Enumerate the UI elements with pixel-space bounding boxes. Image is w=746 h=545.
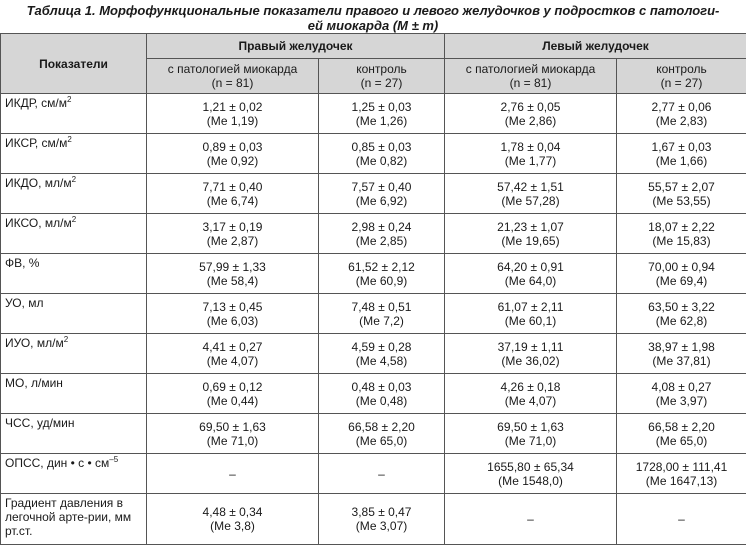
cell-median: (Ме 4,07): [151, 354, 314, 368]
cell-median: (Ме 0,44): [151, 394, 314, 408]
row-label-text: ИКСР, см/м: [5, 136, 67, 150]
subheader-label: контроль: [621, 62, 742, 76]
cell-mean: –: [621, 512, 742, 526]
cell-mean: 57,99 ± 1,33: [151, 260, 314, 274]
cell-mean: 69,50 ± 1,63: [449, 420, 612, 434]
value-cell: [445, 174, 617, 214]
cell-mean: 69,50 ± 1,63: [151, 420, 314, 434]
row-label: [1, 134, 147, 174]
cell-mean: 7,57 ± 0,40: [323, 180, 440, 194]
cell-median: (Ме 1647,13): [621, 474, 742, 488]
value-cell: [617, 254, 746, 294]
value-cell: [617, 94, 746, 134]
cell-median: (Ме 53,55): [621, 194, 742, 208]
row-label: [1, 454, 147, 494]
value-cell: [617, 334, 746, 374]
value-cell: [147, 174, 319, 214]
value-cell: [147, 134, 319, 174]
cell-mean: 0,89 ± 0,03: [151, 140, 314, 154]
cell-mean: 18,07 ± 2,22: [621, 220, 742, 234]
table-caption: [0, 0, 746, 33]
row-label: [1, 334, 147, 374]
subheader-n: (n = 27): [323, 76, 440, 90]
value-cell: [445, 214, 617, 254]
value-cell: [147, 94, 319, 134]
table-row: [1, 214, 746, 254]
table-row: [1, 334, 746, 374]
table-row: [1, 94, 746, 134]
subheader-2: [319, 59, 445, 94]
cell-median: (Ме 1,19): [151, 114, 314, 128]
row-label-text: ЧСС, уд/мин: [5, 416, 75, 430]
row-label-text: МО, л/мин: [5, 376, 63, 390]
cell-median: (Ме 60,9): [323, 274, 440, 288]
cell-mean: 37,19 ± 1,11: [449, 340, 612, 354]
cell-median: (Ме 0,82): [323, 154, 440, 168]
table-row: [1, 494, 746, 545]
row-label: [1, 414, 147, 454]
value-cell: [147, 254, 319, 294]
value-cell: [445, 454, 617, 494]
value-cell: [617, 454, 746, 494]
value-cell: [445, 94, 617, 134]
cell-mean: 64,20 ± 0,91: [449, 260, 612, 274]
cell-median: (Ме 6,03): [151, 314, 314, 328]
cell-median: (Ме 0,48): [323, 394, 440, 408]
cell-median: (Ме 1548,0): [449, 474, 612, 488]
table-row: [1, 454, 746, 494]
cell-mean: 61,52 ± 2,12: [323, 260, 440, 274]
caption-line-1: Таблица 1. Морфофункциональные показатели правого и левого желудочков у подростков с патологи-: [4, 3, 742, 18]
cell-median: (Ме 4,58): [323, 354, 440, 368]
cell-median: (Ме 0,92): [151, 154, 314, 168]
cell-mean: 63,50 ± 3,22: [621, 300, 742, 314]
data-table: [0, 33, 746, 545]
cell-mean: 1,78 ± 0,04: [449, 140, 612, 154]
value-cell: [147, 414, 319, 454]
cell-mean: 1,67 ± 0,03: [621, 140, 742, 154]
value-cell: [617, 174, 746, 214]
subheader-label: контроль: [323, 62, 440, 76]
row-label-superscript: 2: [72, 175, 76, 184]
value-cell: [319, 414, 445, 454]
cell-mean: 2,76 ± 0,05: [449, 100, 612, 114]
table-row: [1, 294, 746, 334]
row-label-text: ФВ, %: [5, 256, 39, 270]
row-label: [1, 254, 147, 294]
cell-median: (Ме 36,02): [449, 354, 612, 368]
cell-mean: –: [323, 467, 440, 481]
value-cell: [445, 414, 617, 454]
cell-mean: 38,97 ± 1,98: [621, 340, 742, 354]
subheader-1: [147, 59, 319, 94]
value-cell: [445, 134, 617, 174]
cell-median: (Ме 1,66): [621, 154, 742, 168]
cell-mean: 4,41 ± 0,27: [151, 340, 314, 354]
row-label-superscript: 2: [67, 135, 71, 144]
row-label: [1, 214, 147, 254]
value-cell: [617, 294, 746, 334]
value-cell: [319, 214, 445, 254]
cell-median: (Ме 65,0): [323, 434, 440, 448]
value-cell: [319, 134, 445, 174]
row-label-text: УО, мл: [5, 296, 43, 310]
cell-median: (Ме 57,28): [449, 194, 612, 208]
row-label: [1, 374, 147, 414]
cell-median: (Ме 37,81): [621, 354, 742, 368]
cell-mean: 7,13 ± 0,45: [151, 300, 314, 314]
cell-mean: 4,48 ± 0,34: [151, 505, 314, 519]
cell-median: (Ме 3,07): [323, 519, 440, 533]
table-row: [1, 374, 746, 414]
cell-median: (Ме 62,8): [621, 314, 742, 328]
value-cell: [445, 334, 617, 374]
cell-median: (Ме 60,1): [449, 314, 612, 328]
cell-mean: 4,08 ± 0,27: [621, 380, 742, 394]
row-label: [1, 494, 147, 545]
table-row: [1, 414, 746, 454]
cell-mean: 3,17 ± 0,19: [151, 220, 314, 234]
row-label: [1, 94, 147, 134]
row-label: [1, 294, 147, 334]
cell-mean: 2,98 ± 0,24: [323, 220, 440, 234]
subheader-label: с патологией миокарда: [449, 62, 612, 76]
cell-median: (Ме 2,87): [151, 234, 314, 248]
value-cell: [617, 214, 746, 254]
row-label-superscript: 2: [67, 95, 71, 104]
cell-mean: –: [151, 467, 314, 481]
cell-median: (Ме 58,4): [151, 274, 314, 288]
cell-mean: 55,57 ± 2,07: [621, 180, 742, 194]
cell-median: (Ме 6,92): [323, 194, 440, 208]
value-cell: [445, 374, 617, 414]
cell-mean: 66,58 ± 2,20: [323, 420, 440, 434]
value-cell: [319, 294, 445, 334]
row-label-text: ИКДО, мл/м: [5, 176, 72, 190]
cell-median: (Ме 71,0): [151, 434, 314, 448]
cell-mean: 2,77 ± 0,06: [621, 100, 742, 114]
row-label-superscript: 2: [72, 215, 76, 224]
value-cell: [147, 294, 319, 334]
cell-median: (Ме 2,85): [323, 234, 440, 248]
value-cell: [147, 454, 319, 494]
cell-mean: 4,26 ± 0,18: [449, 380, 612, 394]
cell-mean: 0,69 ± 0,12: [151, 380, 314, 394]
subheader-3: [445, 59, 617, 94]
cell-median: (Ме 69,4): [621, 274, 742, 288]
value-cell: [445, 494, 617, 545]
cell-median: (Ме 2,83): [621, 114, 742, 128]
cell-mean: 57,42 ± 1,51: [449, 180, 612, 194]
value-cell: [319, 374, 445, 414]
cell-median: (Ме 3,8): [151, 519, 314, 533]
table-row: [1, 174, 746, 214]
row-label-text: ОПСС, дин • с • см: [5, 456, 109, 470]
cell-median: (Ме 2,86): [449, 114, 612, 128]
cell-median: (Ме 19,65): [449, 234, 612, 248]
cell-mean: 70,00 ± 0,94: [621, 260, 742, 274]
cell-median: (Ме 7,2): [323, 314, 440, 328]
row-label-text: ИКСО, мл/м: [5, 216, 72, 230]
subheader-label: с патологией миокарда: [151, 62, 314, 76]
cell-mean: 1,25 ± 0,03: [323, 100, 440, 114]
row-label-text: Градиент давления в легочной арте-рии, мм рт.ст.: [5, 496, 131, 538]
header-left-ventricle: Левый желудочек: [445, 34, 746, 59]
cell-mean: 1655,80 ± 65,34: [449, 460, 612, 474]
cell-mean: 21,23 ± 1,07: [449, 220, 612, 234]
value-cell: [617, 134, 746, 174]
cell-median: (Ме 3,97): [621, 394, 742, 408]
cell-median: (Ме 71,0): [449, 434, 612, 448]
caption-line-2: ей миокарда (М ± m): [4, 18, 742, 33]
subheader-n: (n = 81): [449, 76, 612, 90]
cell-mean: 7,71 ± 0,40: [151, 180, 314, 194]
value-cell: [147, 494, 319, 545]
value-cell: [319, 94, 445, 134]
value-cell: [147, 334, 319, 374]
value-cell: [319, 494, 445, 545]
row-label-superscript: 2: [64, 335, 68, 344]
cell-mean: 1,21 ± 0,02: [151, 100, 314, 114]
cell-mean: –: [449, 512, 612, 526]
value-cell: [617, 494, 746, 545]
cell-mean: 61,07 ± 2,11: [449, 300, 612, 314]
subheader-n: (n = 81): [151, 76, 314, 90]
value-cell: [319, 174, 445, 214]
subheader-n: (n = 27): [621, 76, 742, 90]
row-label: [1, 174, 147, 214]
table-row: [1, 134, 746, 174]
cell-median: (Ме 4,07): [449, 394, 612, 408]
cell-mean: 1728,00 ± 111,41: [621, 460, 742, 474]
cell-median: (Ме 1,26): [323, 114, 440, 128]
cell-mean: 4,59 ± 0,28: [323, 340, 440, 354]
row-label-superscript: –5: [109, 455, 118, 464]
cell-median: (Ме 65,0): [621, 434, 742, 448]
cell-mean: 7,48 ± 0,51: [323, 300, 440, 314]
cell-mean: 3,85 ± 0,47: [323, 505, 440, 519]
cell-median: (Ме 15,83): [621, 234, 742, 248]
value-cell: [445, 294, 617, 334]
value-cell: [319, 454, 445, 494]
value-cell: [147, 214, 319, 254]
header-right-ventricle: Правый желудочек: [147, 34, 445, 59]
row-label-text: ИУО, мл/м: [5, 336, 64, 350]
cell-mean: 66,58 ± 2,20: [621, 420, 742, 434]
table-row: [1, 254, 746, 294]
cell-median: (Ме 6,74): [151, 194, 314, 208]
subheader-4: [617, 59, 746, 94]
header-indicators: Показатели: [1, 34, 147, 94]
cell-mean: 0,85 ± 0,03: [323, 140, 440, 154]
value-cell: [319, 334, 445, 374]
cell-median: (Ме 64,0): [449, 274, 612, 288]
value-cell: [617, 414, 746, 454]
row-label-text: ИКДР, см/м: [5, 96, 67, 110]
value-cell: [319, 254, 445, 294]
value-cell: [617, 374, 746, 414]
value-cell: [445, 254, 617, 294]
value-cell: [147, 374, 319, 414]
cell-mean: 0,48 ± 0,03: [323, 380, 440, 394]
cell-median: (Ме 1,77): [449, 154, 612, 168]
